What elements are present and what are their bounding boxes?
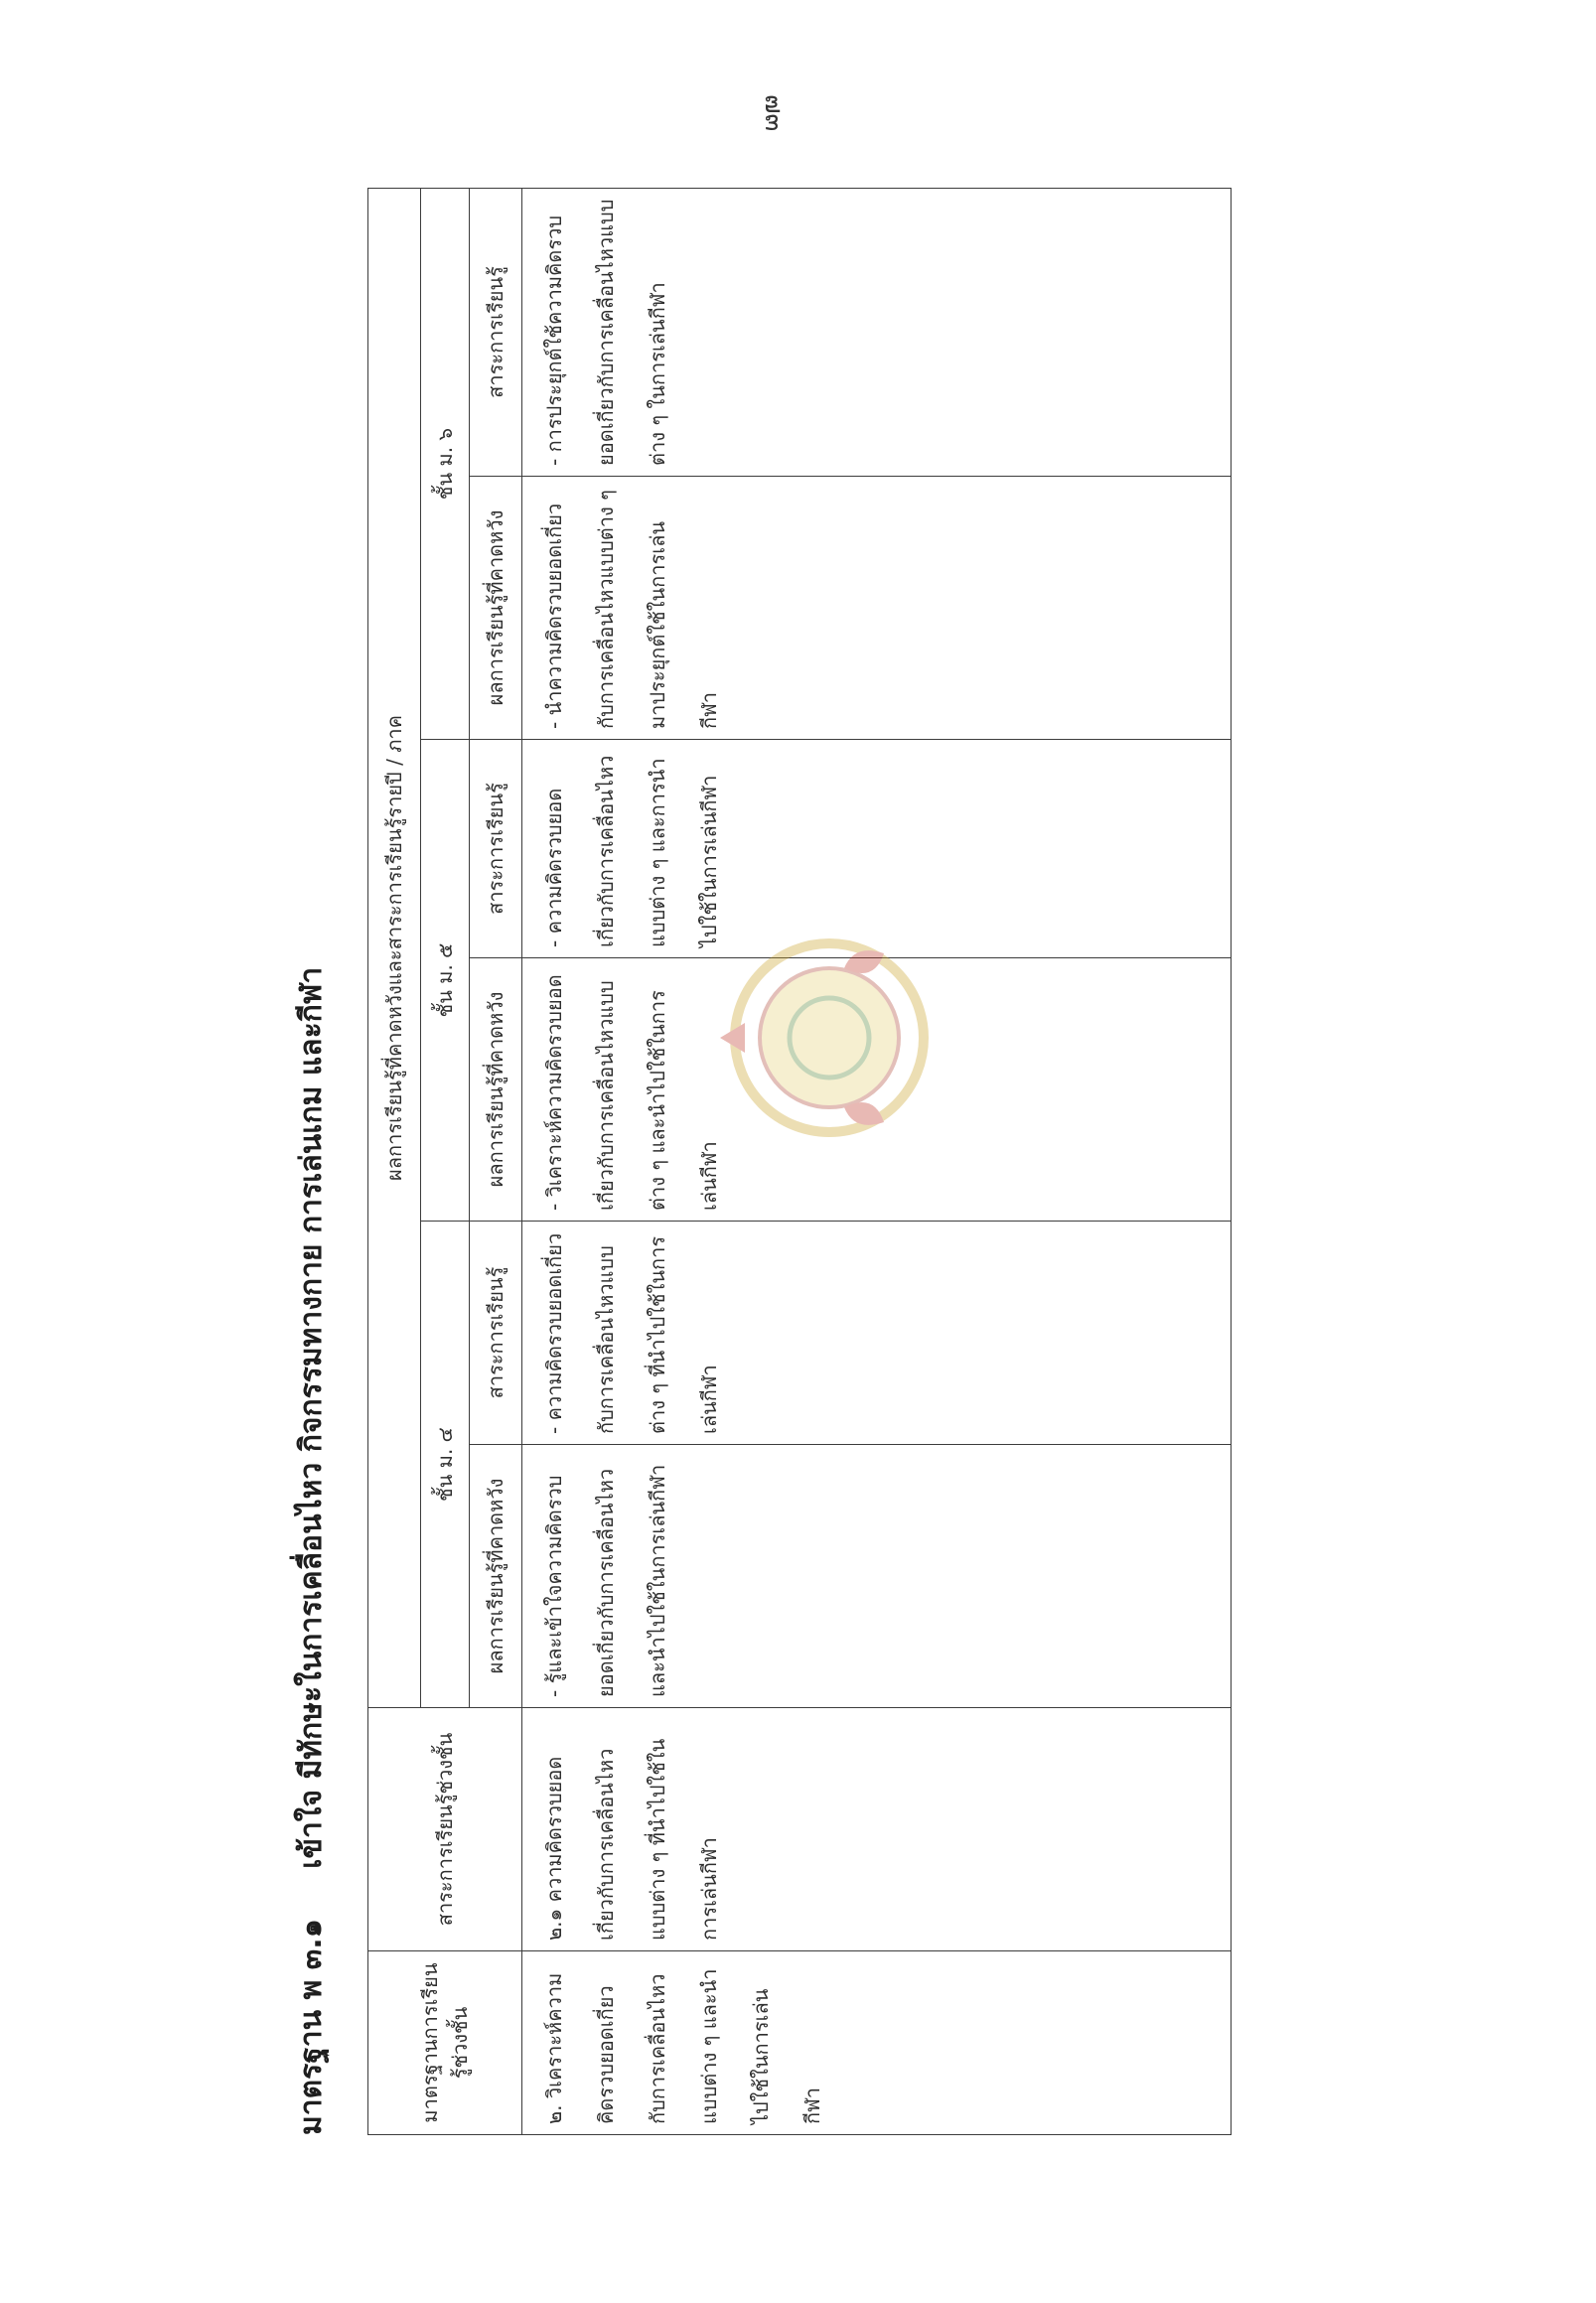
header-yearly-group: ผลการเรียนรู้ที่คาดหวังและสาระการเรียนรู้รายปี / ภาค — [368, 188, 421, 1707]
header-m5-content: สาระการเรียนรู้ — [470, 740, 522, 958]
cell-content-range: ๒.๑ ความคิดรวบยอดเกี่ยวกับการเคลื่อนไหวแบบต่าง ๆ ที่นำไปใช้ในการเล่นกีฬา — [522, 1708, 1232, 1951]
header-m6-outcome: ผลการเรียนรู้ที่คาดหวัง — [470, 477, 522, 740]
cell-m6-content: - การประยุกต์ใช้ความคิดรวบยอดเกี่ยวกับการเคลื่อนไหวแบบต่าง ๆ ในการเล่นกีฬา — [522, 188, 1232, 476]
cell-m5-content: - ความคิดรวบยอดเกี่ยวกับการเคลื่อนไหวแบบต่าง ๆ และการนำไปใช้ในการเล่นกีฬา — [522, 740, 1232, 958]
header-m4-content: สาระการเรียนรู้ — [470, 1222, 522, 1445]
header-standard: มาตรฐานการเรียนรู้ช่วงชั้น — [368, 1951, 522, 2135]
header-grade-m4: ชั้น ม. ๔ — [421, 1222, 470, 1708]
rotated-content — [268, 189, 1261, 2135]
cell-standard: ๒. วิเคราะห์ความคิดรวบยอดเกี่ยวกับการเคลื่อนไหวแบบต่าง ๆ และนำไปใช้ในการเล่นกีฬา — [522, 1951, 1232, 2135]
standard-code: มาตรฐาน พ ๓.๑ — [294, 1919, 329, 2135]
header-m5-outcome: ผลการเรียนรู้ที่คาดหวัง — [470, 958, 522, 1222]
cell-m4-outcome: - รู้และเข้าใจความคิดรวบยอดเกี่ยวกับการเคลื่อนไหวและนำไปใช้ในการเล่นกีฬา — [522, 1445, 1232, 1708]
header-content-range: สาระการเรียนรู้ช่วงชั้น — [368, 1708, 522, 1951]
standard-description: เข้าใจ มีทักษะในการเคลื่อนไหว กิจกรรมทางกาย การเล่นเกม และกีฬา — [294, 966, 329, 1869]
header-grade-m6: ชั้น ม. ๖ — [421, 188, 470, 739]
page-title — [288, 967, 335, 2135]
header-grade-m5: ชั้น ม. ๕ — [421, 740, 470, 1222]
header-m6-content: สาระการเรียนรู้ — [470, 188, 522, 476]
cell-m4-content: - ความคิดรวบยอดเกี่ยวกับการเคลื่อนไหวแบบต่าง ๆ ที่นำไปใช้ในการเล่นกีฬา — [522, 1222, 1232, 1445]
emblem-watermark-icon — [705, 914, 953, 1162]
cell-m6-outcome: - นำความคิดรวบยอดเกี่ยวกับการเคลื่อนไหวแบบต่าง ๆ มาประยุกต์ใช้ในการเล่นกีฬา — [522, 477, 1232, 740]
cell-m5-outcome: - วิเคราะห์ความคิดรวบยอดเกี่ยวกับการเคลื่อนไหวแบบต่าง ๆ และนำไปใช้ในการเล่นกีฬา — [522, 958, 1232, 1222]
page-number: ๗๓ — [759, 94, 789, 132]
header-m4-outcome: ผลการเรียนรู้ที่คาดหวัง — [470, 1445, 522, 1708]
